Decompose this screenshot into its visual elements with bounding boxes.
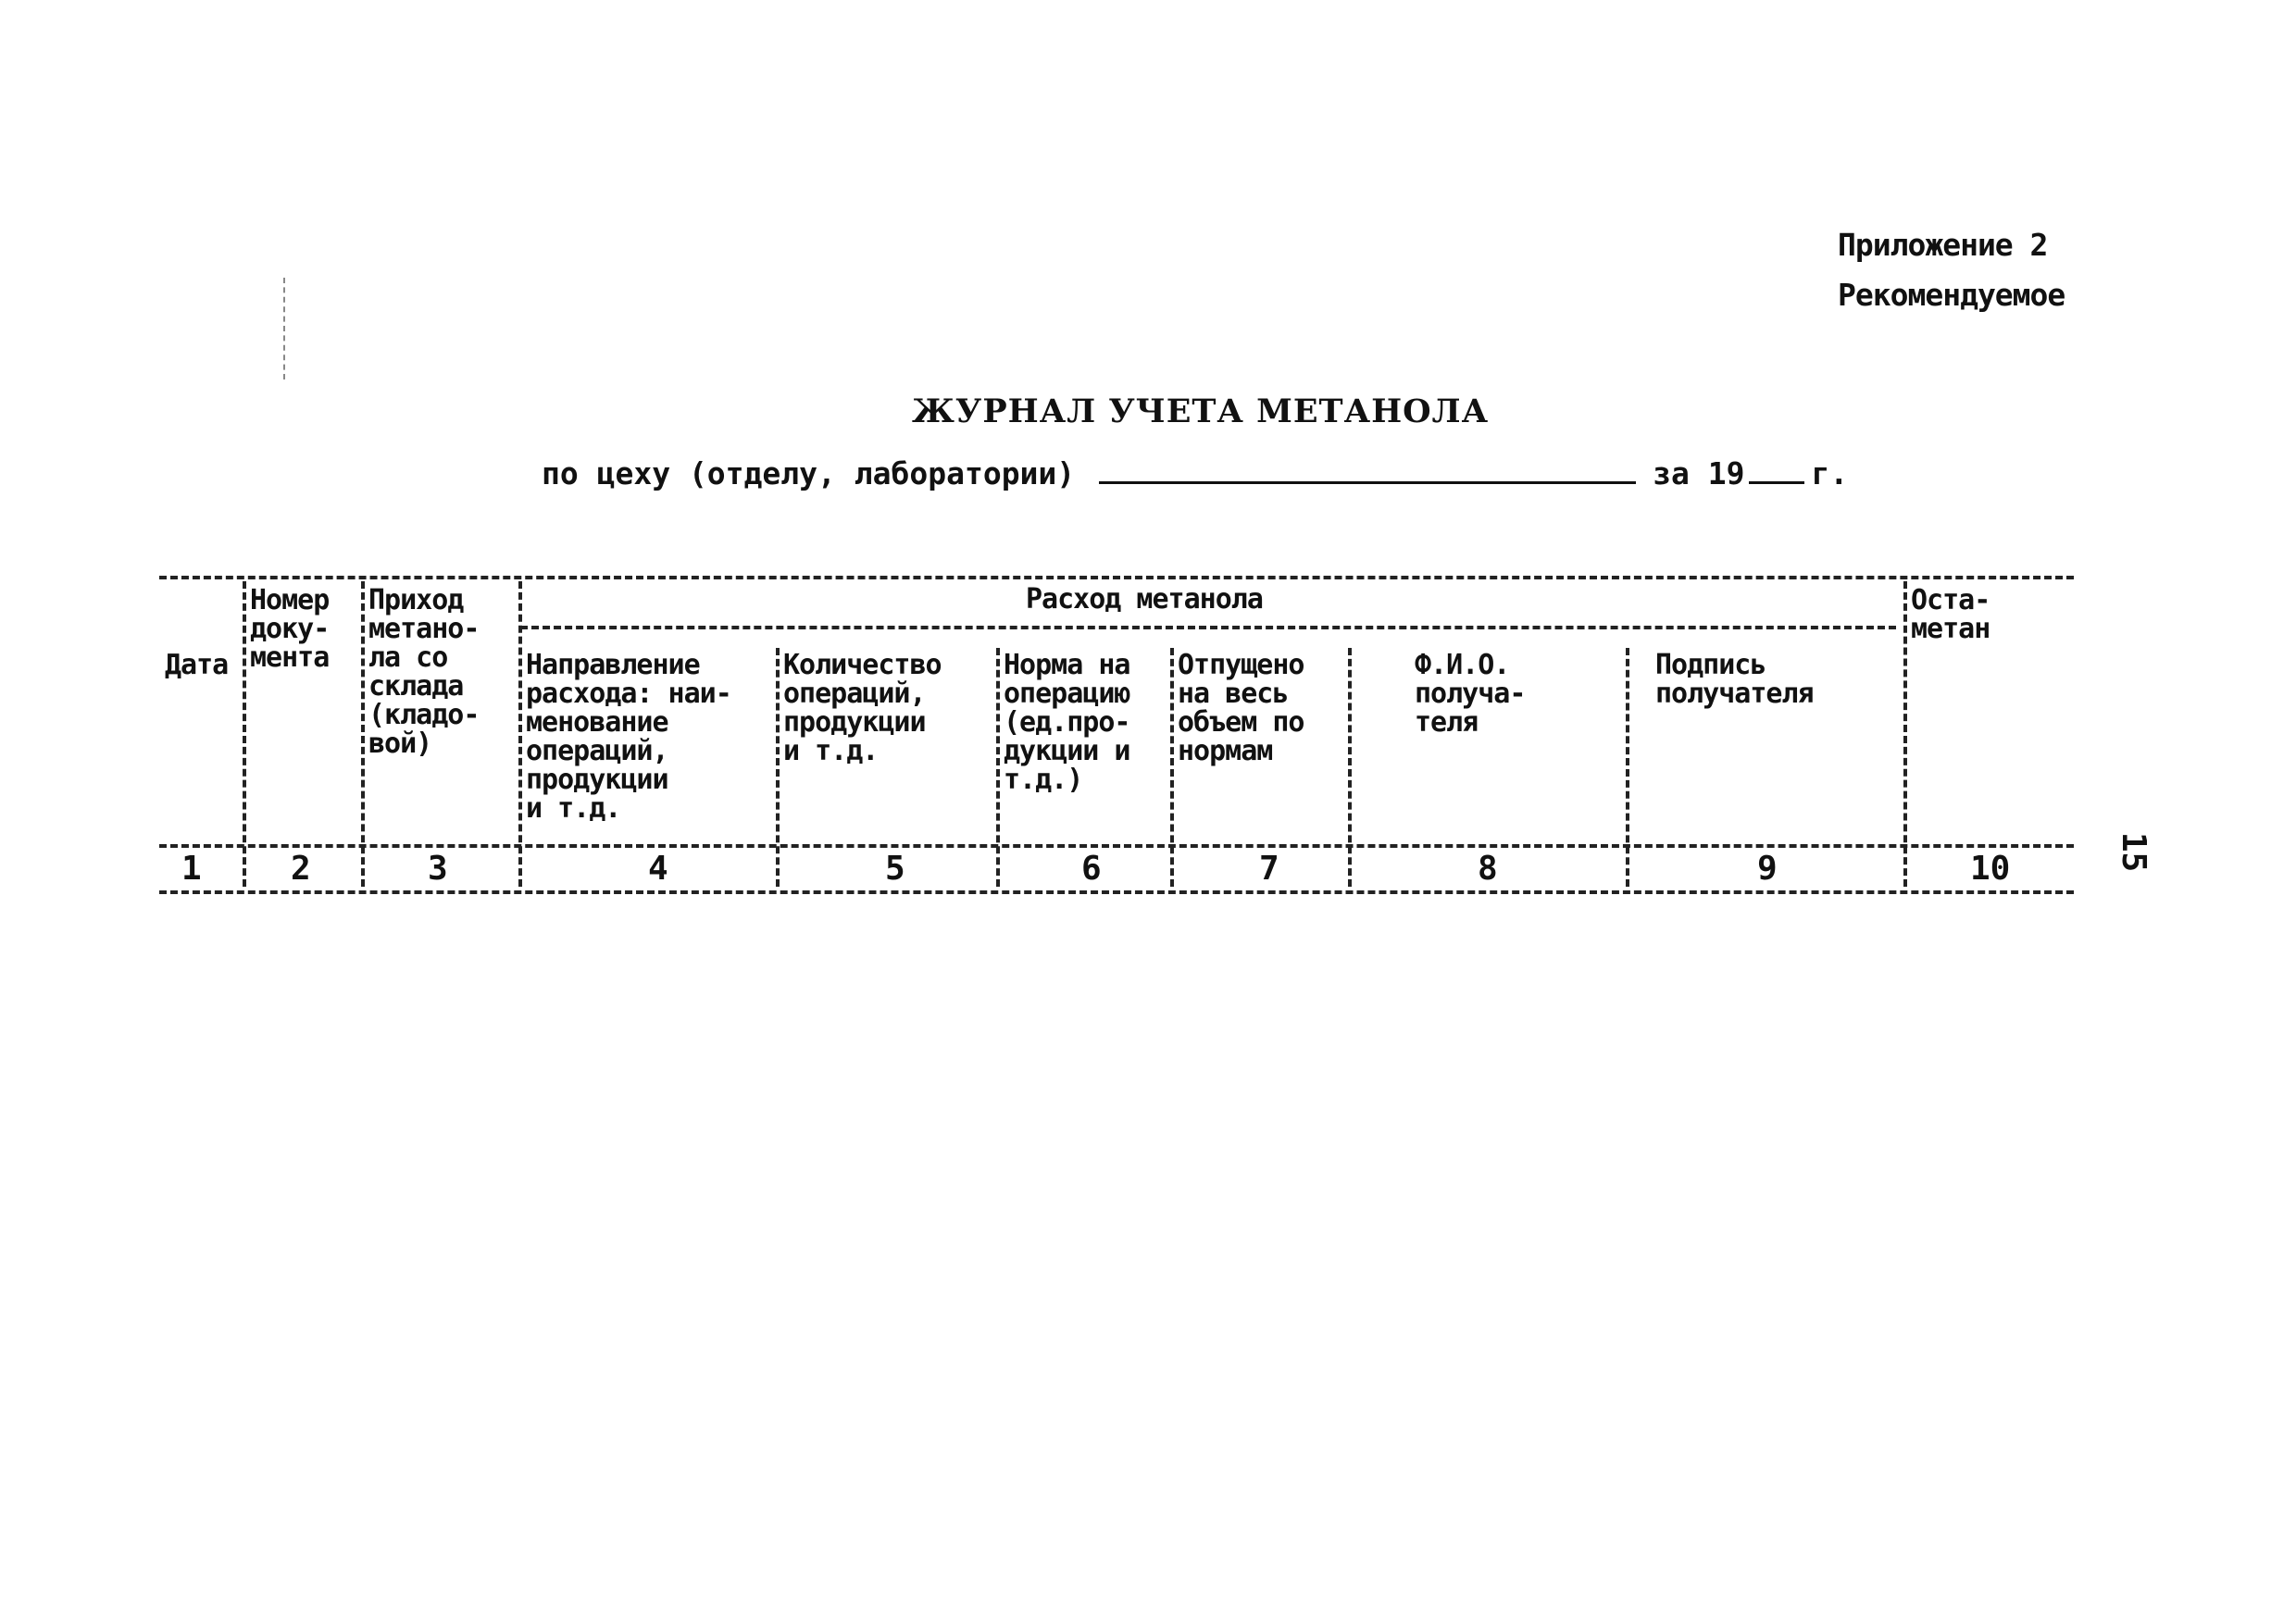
column-number: 4 <box>648 850 668 888</box>
column-number: 10 <box>1970 850 2011 888</box>
column-number: 7 <box>1259 850 1279 888</box>
column-header-norm: Норма на операцию (ед.про- дукции и т.д.) <box>1004 649 1130 796</box>
column-header-date: Дата <box>165 649 229 681</box>
column-header-quantity: Количество операций, продукции и т.д. <box>783 649 942 767</box>
column-separator <box>1903 581 1907 887</box>
group-header-rule <box>520 626 1896 629</box>
column-number: 9 <box>1757 850 1778 888</box>
table-bottom-rule <box>159 890 2074 894</box>
group-header-expense: Расход метанола <box>1026 583 1263 616</box>
header-bottom-rule <box>159 844 2074 848</box>
column-separator <box>996 648 1000 887</box>
column-number: 8 <box>1478 850 1498 888</box>
column-separator <box>243 581 246 887</box>
column-header-income: Приход метано- ла со склада (кладо- вой) <box>368 584 480 760</box>
column-separator <box>776 648 780 887</box>
column-separator <box>1170 648 1174 887</box>
table-top-rule <box>159 576 2074 579</box>
appendix-number: Приложение 2 <box>1838 227 2048 263</box>
column-header-remainder: Оста- метан <box>1911 584 1990 645</box>
column-separator <box>1348 648 1352 887</box>
column-number: 3 <box>428 850 448 888</box>
column-header-direction: Направление расхода: наи- менование операций, продукции и т.д. <box>526 649 731 825</box>
column-header-document-number: Номер доку- мента <box>250 584 330 674</box>
column-header-released: Отпущено на весь объем по нормам <box>1178 649 1304 767</box>
year-suffix: г. <box>1811 455 1849 491</box>
column-separator <box>518 581 522 887</box>
column-number: 6 <box>1081 850 1102 888</box>
column-header-recipient-name: Ф.И.О. получа- теля <box>1415 649 1526 739</box>
page-number: 15 <box>2115 831 2153 873</box>
appendix-status: Рекомендуемое <box>1838 277 2065 313</box>
year-prefix: за 19 <box>1653 455 1745 491</box>
document-title: ЖУРНАЛ УЧЕТА МЕТАНОЛА <box>912 392 1490 430</box>
column-separator <box>361 581 365 887</box>
column-header-recipient-signature: Подпись получателя <box>1655 649 1814 710</box>
subtitle-prefix: по цеху (отделу, лаборатории) <box>542 455 1076 491</box>
column-number: 1 <box>181 850 202 888</box>
column-number: 5 <box>885 850 905 888</box>
column-separator <box>1626 648 1629 887</box>
column-number: 2 <box>291 850 311 888</box>
